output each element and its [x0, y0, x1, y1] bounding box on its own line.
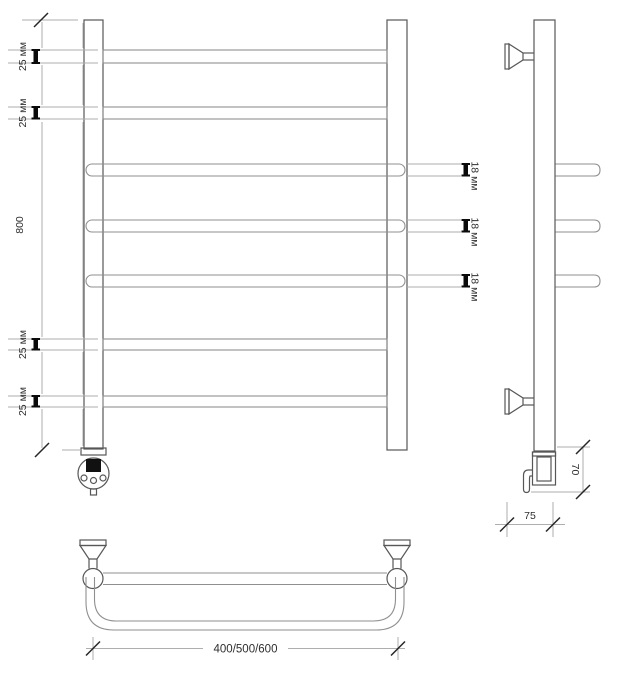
- rung-6: [103, 339, 387, 350]
- dim-label-75: 75: [524, 510, 536, 522]
- side-post: [534, 20, 555, 451]
- side-view: [495, 20, 600, 537]
- dim-label-25mm-rung7: 25 мм: [17, 386, 29, 417]
- dim-label-70: 70: [569, 463, 581, 476]
- rung-5: [86, 275, 405, 287]
- dim-label-18mm-rung4: 18 мм: [468, 217, 481, 247]
- side-rung-4: [556, 220, 601, 232]
- rung-3: [86, 164, 405, 176]
- wall-bracket-bottom: [505, 389, 534, 414]
- rung-1: [103, 50, 387, 63]
- dim-label-width: 400/500/600: [213, 643, 278, 656]
- rung-2: [103, 107, 387, 119]
- extension-lines: [407, 164, 461, 287]
- wall-bracket-right: [384, 540, 410, 569]
- top-view-tubes: [86, 573, 404, 630]
- wall-bracket-top: [505, 44, 534, 69]
- protruding-rail-inner: [95, 577, 396, 621]
- side-extension-lines: [495, 447, 590, 537]
- dim-label-25mm-rung6: 25 мм: [17, 329, 29, 360]
- dim-markers: [32, 49, 41, 408]
- top-view: [80, 540, 410, 660]
- right-post: [387, 20, 407, 450]
- dim-label-height-800: 800: [14, 216, 26, 234]
- control-button: [91, 478, 97, 484]
- power-plug: [91, 489, 97, 495]
- power-cord: [524, 470, 533, 489]
- dim-ticks: [500, 440, 590, 532]
- frame-posts: [84, 20, 407, 450]
- side-rungs: [556, 164, 601, 287]
- rung-4: [86, 220, 405, 232]
- heating-element-front: [78, 448, 109, 495]
- control-button: [100, 475, 106, 481]
- side-rung-5: [556, 275, 601, 287]
- dim-label-18mm-rung3: 18 мм: [468, 161, 481, 191]
- display-icon: [86, 459, 101, 472]
- power-cord: [524, 489, 530, 493]
- side-rung-3: [556, 164, 601, 176]
- heating-unit-side: [524, 452, 556, 493]
- control-button: [81, 475, 87, 481]
- left-post: [84, 20, 103, 449]
- dim-label-25mm-rung2: 25 мм: [17, 98, 29, 128]
- dim-label-18mm-rung5: 18 мм: [468, 272, 481, 302]
- wall-bracket-left: [80, 540, 106, 569]
- dim-label-25mm-rung1: 25 мм: [17, 41, 29, 72]
- front-view: [78, 20, 407, 495]
- rung-7: [103, 396, 387, 407]
- right-dimensions: [407, 161, 481, 301]
- rungs: [86, 50, 405, 407]
